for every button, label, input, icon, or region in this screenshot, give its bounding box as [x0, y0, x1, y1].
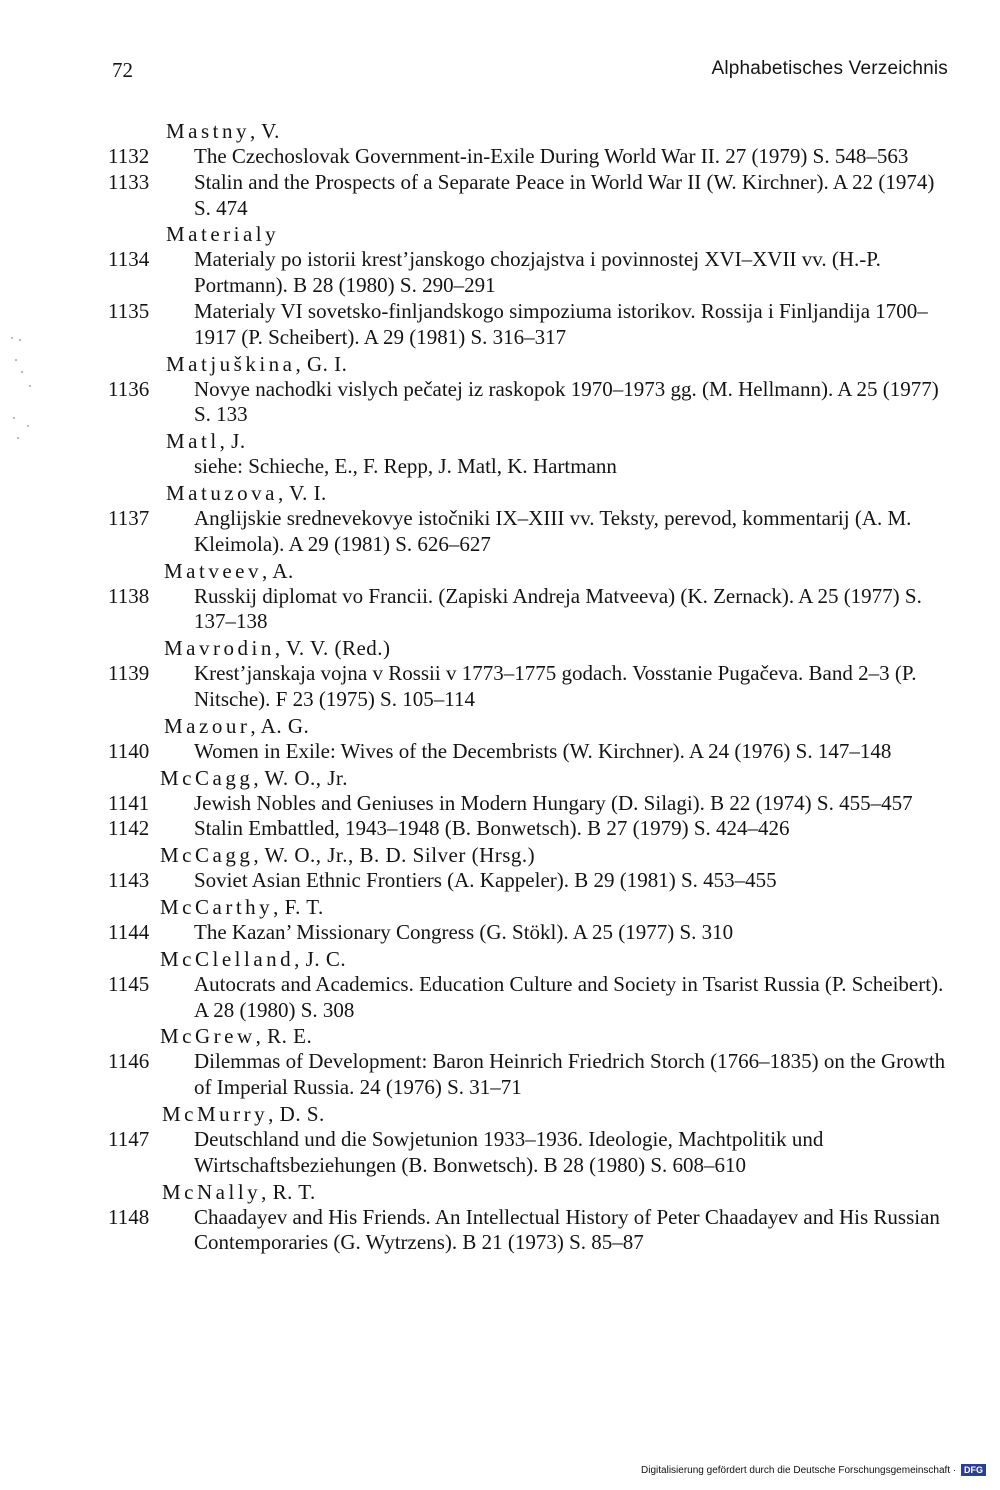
index-entry [0, 1205, 1000, 1257]
page-number: 72 [112, 58, 133, 82]
author-heading [0, 118, 1000, 144]
index-entry [0, 247, 1000, 299]
author-surname: McCagg [160, 765, 254, 790]
author-heading [0, 946, 1000, 972]
entry-text: Women in Exile: Wives of the Decembrists (W. Kirchner). A 24 (1976) S. 147–148 [194, 738, 892, 763]
index-entry [0, 506, 1000, 558]
author-surname: Matjuškina [166, 351, 296, 376]
author-heading [0, 765, 1000, 791]
author-surname: Matuzova [166, 480, 278, 505]
entry-number: 1140 [108, 738, 150, 763]
entry-text: Dilemmas of Development: Baron Heinrich Friedrich Storch (1766–1835) on the Growth of Imperial Russia. 24 (1976) S. 31–71 [194, 1049, 946, 1100]
author-surname: McGrew [160, 1024, 256, 1049]
entry-text: Autocrats and Academics. Education Culture and Society in Tsarist Russia (P. Scheibert). A 28 (1980) S. 308 [194, 971, 944, 1022]
author-heading [0, 894, 1000, 920]
author-initials: , G. I. [295, 351, 348, 376]
entry-number: 1144 [108, 919, 150, 944]
footer-credit [641, 1464, 986, 1476]
author-initials: , J. [219, 429, 246, 454]
index-entries [0, 118, 1000, 1256]
entry-number: 1143 [108, 868, 150, 893]
entry-number: 1147 [108, 1126, 150, 1151]
entry-number: 1138 [108, 583, 150, 608]
entry-text: Deutschland und die Sowjetunion 1933–1936. Ideologie, Machtpolitik und Wirtschaftsbeziehungen (B. Bonwetsch). B 28 (1980) S. 608–610 [194, 1126, 824, 1177]
author-surname: McMurry [162, 1101, 269, 1126]
index-entry [0, 972, 1000, 1024]
author-heading [0, 1179, 1000, 1205]
author-initials: , A. [261, 558, 294, 583]
entry-text: Krest’janskaja vojna v Rossii v 1773–1775 godach. Vosstanie Pugačeva. Band 2–3 (P. Nitsche). F 23 (1975) S. 105–114 [194, 661, 917, 711]
author-initials: , V. V. (Red.) [274, 636, 391, 661]
author-initials: , V. I. [277, 480, 327, 505]
running-head: Alphabetisches Verzeichnis [711, 58, 948, 79]
author-initials: , R. T. [261, 1179, 316, 1204]
entry-number: 1139 [108, 661, 150, 686]
index-entry [0, 661, 1000, 713]
author-heading [0, 1101, 1000, 1127]
author-surname: Mazour [164, 713, 251, 738]
author-heading [0, 558, 1000, 584]
index-entry [0, 584, 1000, 636]
index-entry [0, 454, 1000, 480]
entry-number: 1133 [108, 169, 150, 194]
index-entry [0, 868, 1000, 894]
author-surname: McCagg [160, 843, 254, 868]
author-initials: , A. G. [250, 713, 310, 738]
entry-text: Materialy VI sovetsko-finljandskogo simpoziuma istorikov. Rossija i Finljandija 1700–1917 (P. Scheibert). A 29 (1981) S. 316–317 [194, 298, 928, 349]
author-initials: , R. E. [255, 1024, 313, 1049]
index-entry [0, 816, 1000, 842]
index-entry [0, 791, 1000, 817]
entry-text: Novye nachodki vislych pečatej iz raskopok 1970–1973 gg. (M. Hellmann). A 25 (1977) S. 133 [194, 376, 939, 427]
author-initials: , F. T. [273, 894, 324, 919]
author-heading [0, 1023, 1000, 1049]
entry-number: 1137 [108, 505, 150, 530]
entry-number [0, 454, 194, 480]
entry-text: Chaadayev and His Friends. An Intellectual History of Peter Chaadayev and His Russian Contemporaries (G. Wytrzens). B 21 (1973) S. 85–87 [194, 1204, 940, 1255]
author-surname: Matl [166, 429, 220, 454]
author-heading [0, 635, 1000, 661]
entry-number: 1142 [108, 816, 150, 841]
entry-number: 1135 [108, 298, 150, 323]
entry-number: 1134 [108, 247, 150, 272]
index-entry [0, 1127, 1000, 1179]
index-entry [0, 920, 1000, 946]
author-surname: McNally [162, 1179, 262, 1204]
entry-text: Russkij diplomat vo Francii. (Zapiski Andreja Matveeva) (K. Zernack). A 25 (1977) S. 137–138 [194, 583, 922, 634]
entry-text: The Kazan’ Missionary Congress (G. Stökl). A 25 (1977) S. 310 [194, 919, 734, 944]
index-entry [0, 299, 1000, 351]
author-heading [0, 221, 1000, 247]
entry-text: Materialy po istorii krest’janskogo chozjajstva i povinnostej XVI–XVII vv. (H.-P. Portmann). B 28 (1980) S. 290–291 [194, 247, 881, 298]
entry-text: Stalin Embattled, 1943–1948 (B. Bonwetsch). B 27 (1979) S. 424–426 [194, 816, 790, 841]
entry-text: Anglijskie srednevekovye istočniki IX–XIII vv. Teksty, perevod, kommentarij (A. M. Kleimola). A 29 (1981) S. 626–627 [194, 505, 912, 556]
entry-text: siehe: Schieche, E., F. Repp, J. Matl, K. Hartmann [194, 454, 617, 479]
entry-text: Stalin and the Prospects of a Separate Peace in World War II (W. Kirchner). A 22 (1974) S. 474 [194, 169, 935, 220]
entry-number: 1146 [108, 1049, 150, 1074]
author-heading [0, 351, 1000, 377]
entry-number: 1145 [108, 971, 150, 996]
dfg-logo: DFG [961, 1464, 986, 1476]
entry-number: 1132 [108, 144, 150, 168]
entry-text: Soviet Asian Ethnic Frontiers (A. Kappeler). B 29 (1981) S. 453–455 [194, 868, 777, 893]
author-surname: Matveev [164, 558, 262, 583]
author-heading [0, 480, 1000, 506]
author-initials: , W. O., Jr., B. D. Silver (Hrsg.) [253, 843, 536, 868]
entry-number: 1136 [108, 376, 150, 401]
index-entry [0, 377, 1000, 429]
entry-text: Jewish Nobles and Geniuses in Modern Hungary (D. Silagi). B 22 (1974) S. 455–457 [194, 790, 913, 815]
entry-number: 1148 [108, 1204, 150, 1229]
author-initials: , J. C. [294, 946, 347, 971]
index-entry [0, 1049, 1000, 1101]
entry-number: 1141 [108, 790, 150, 815]
author-surname: Mavrodin [164, 636, 275, 661]
author-initials: , W. O., Jr. [253, 765, 349, 790]
author-heading [0, 713, 1000, 739]
author-surname: McClelland [160, 946, 295, 971]
author-initials: , D. S. [268, 1101, 325, 1126]
author-heading [0, 842, 1000, 868]
footer-text: Digitalisierung gefördert durch die Deutsche Forschungsgemeinschaft · [641, 1465, 957, 1476]
author-heading [0, 428, 1000, 454]
author-initials: , V. [250, 119, 280, 143]
author-surname: Mastny [166, 119, 250, 143]
author-surname: McCarthy [160, 894, 274, 919]
entry-text: The Czechoslovak Government-in-Exile During World War II. 27 (1979) S. 548–563 [194, 144, 909, 168]
index-entry [0, 170, 1000, 222]
index-entry [0, 739, 1000, 765]
index-entry [0, 144, 1000, 170]
author-surname: Materialy [166, 222, 280, 247]
